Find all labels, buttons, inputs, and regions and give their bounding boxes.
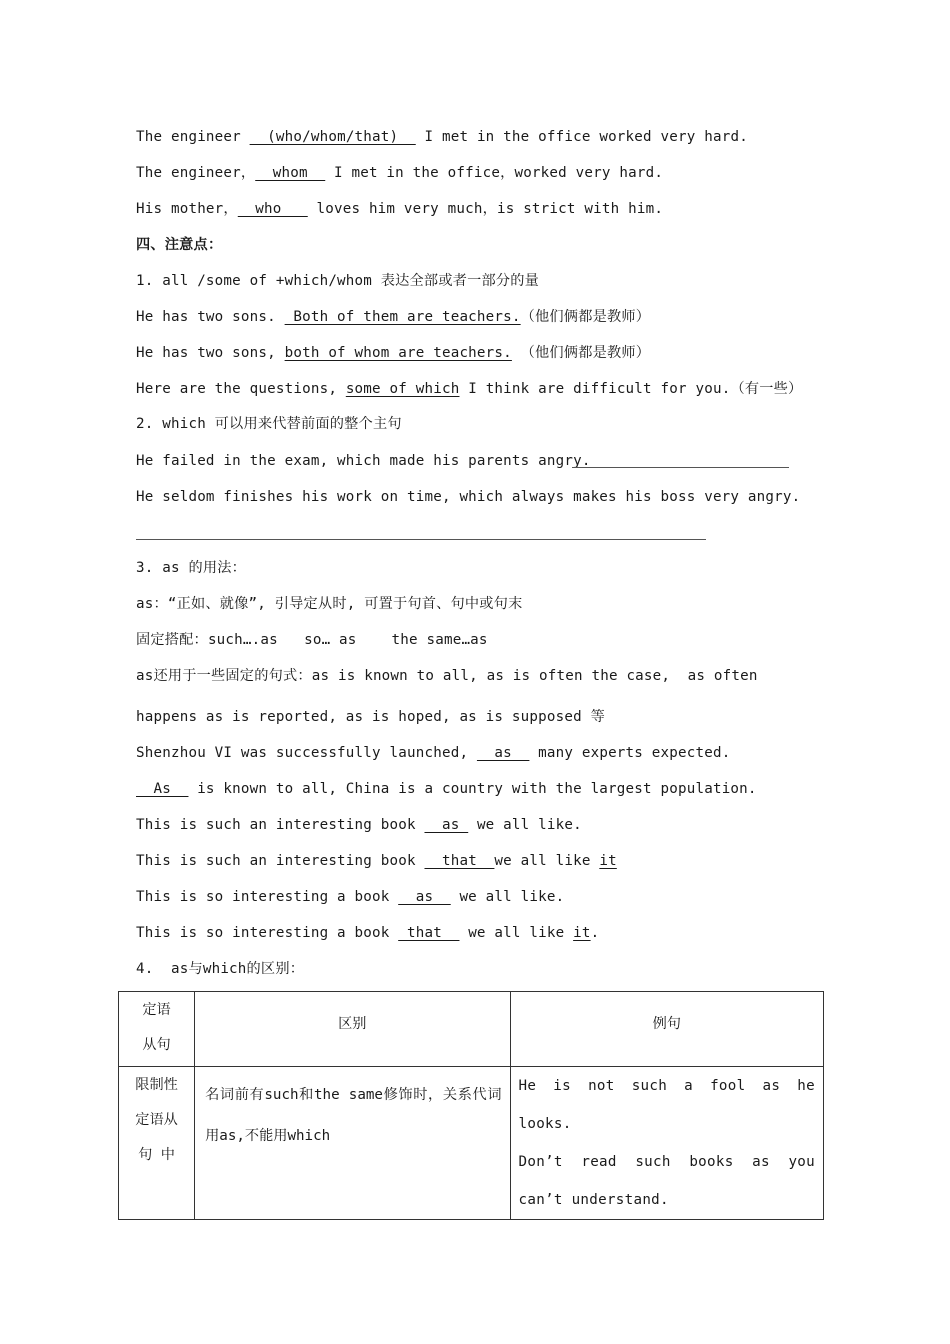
answer-blank: _that__ <box>398 925 460 941</box>
text: He has two sons. <box>136 309 285 325</box>
text: we all like. <box>450 889 565 905</box>
text: we all like. <box>468 817 582 833</box>
example-such-that <box>136 851 617 871</box>
fixed-patterns-cont: happens as is reported, as is hoped, as is supposed 等 <box>136 709 605 725</box>
example-which-clause-1: He failed in the exam, which made his parents angry. <box>136 453 591 469</box>
text: is known to all, China is a country with the largest population. <box>188 781 757 797</box>
example-line-2 <box>136 163 663 183</box>
text: . <box>590 925 600 941</box>
example-both-them <box>136 307 650 327</box>
answer-line <box>572 467 789 468</box>
underlined-phrase: Both of them are teachers. <box>284 309 521 325</box>
text: Here are the questions, <box>136 381 346 397</box>
text: The engineer <box>136 129 250 145</box>
text: This is such an interesting book <box>136 853 425 869</box>
text: we all like <box>494 853 600 869</box>
comparison-table <box>118 991 824 1220</box>
answer-blank: __as_ <box>424 817 469 833</box>
text: loves him very much，is strict with him. <box>307 201 664 217</box>
text: I met in the office worked very hard. <box>415 129 748 145</box>
answer-blank: __as__ <box>398 889 451 905</box>
table-cell <box>119 1067 195 1220</box>
answer-blank: __that__ <box>424 853 495 869</box>
section-heading: 四、注意点： <box>136 237 223 253</box>
table-row <box>119 1067 824 1220</box>
point-2: 2. which 可以用来代替前面的整个主句 <box>136 416 402 432</box>
difference-text: 名词前有such和the same修饰时，关系代词用as,不能用which <box>205 1087 502 1144</box>
table-header-cell <box>195 992 510 1067</box>
underlined-word: it <box>599 853 617 869</box>
example-which-clause-2: He seldom finishes his work on time, which always makes his boss very angry. <box>136 489 801 505</box>
example-so-that <box>136 923 599 943</box>
example-line-3 <box>136 199 663 219</box>
clause-type: 限制性 定语从 句 中 <box>135 1077 178 1163</box>
example-text: He is not such a fool as he looks. Don’t read such books as you can’t understand. <box>518 1078 815 1208</box>
example-line-1 <box>136 127 748 147</box>
as-meaning: as：“正如、就像”, 引导定从时, 可置于句首、句中或句末 <box>136 596 523 612</box>
text: This is so interesting a book <box>136 889 399 905</box>
text: many experts expected. <box>529 745 731 761</box>
fixed-collocations: 固定搭配：such….as so… as the same…as <box>136 632 488 648</box>
example-so-as <box>136 887 564 907</box>
example-such-as <box>136 815 582 835</box>
text: （他们俩都是教师） <box>511 345 651 361</box>
answer-blank: __whom__ <box>255 165 326 181</box>
example-some-which <box>136 379 802 399</box>
header-difference: 区别 <box>338 1016 367 1032</box>
point-4: 4. as与which的区别： <box>136 961 305 977</box>
example-shenzhou <box>136 743 730 763</box>
text: His mother， <box>136 201 238 217</box>
example-as-known <box>136 779 757 799</box>
point-3: 3. as 的用法： <box>136 560 246 576</box>
underlined-word: it <box>573 925 591 941</box>
example-both-whom <box>136 343 650 363</box>
underlined-phrase: some of which <box>345 381 460 397</box>
text: I think are difficult for you.（有一些） <box>459 381 803 397</box>
table-cell <box>195 1067 510 1220</box>
answer-line <box>136 539 706 540</box>
text: He has two sons, <box>136 345 285 361</box>
table-header-cell <box>510 992 823 1067</box>
answer-blank: __(who/whom/that)__ <box>249 129 416 145</box>
header-clause: 定语 从句 <box>142 1002 171 1053</box>
answer-blank: __as__ <box>476 745 530 761</box>
text: I met in the office，worked very hard. <box>325 165 664 181</box>
point-1: 1. all /some of +which/whom 表达全部或者一部分的量 <box>136 273 540 289</box>
answer-blank: __As__ <box>136 781 189 797</box>
header-example: 例句 <box>652 1016 681 1032</box>
text: This is such an interesting book <box>136 817 425 833</box>
text: The engineer， <box>136 165 256 181</box>
underlined-phrase: both of whom are teachers. <box>284 345 512 361</box>
text: Shenzhou VI was successfully launched, <box>136 745 477 761</box>
text: This is so interesting a book <box>136 925 399 941</box>
table-cell <box>510 1067 823 1220</box>
table-header-row <box>119 992 824 1067</box>
table-header-cell <box>119 992 195 1067</box>
text: （他们俩都是教师） <box>520 309 651 325</box>
text: we all like <box>459 925 574 941</box>
fixed-patterns: as还用于一些固定的句式：as is known to all, as is often the case, as often <box>136 668 758 684</box>
answer-blank: __who___ <box>237 201 308 217</box>
